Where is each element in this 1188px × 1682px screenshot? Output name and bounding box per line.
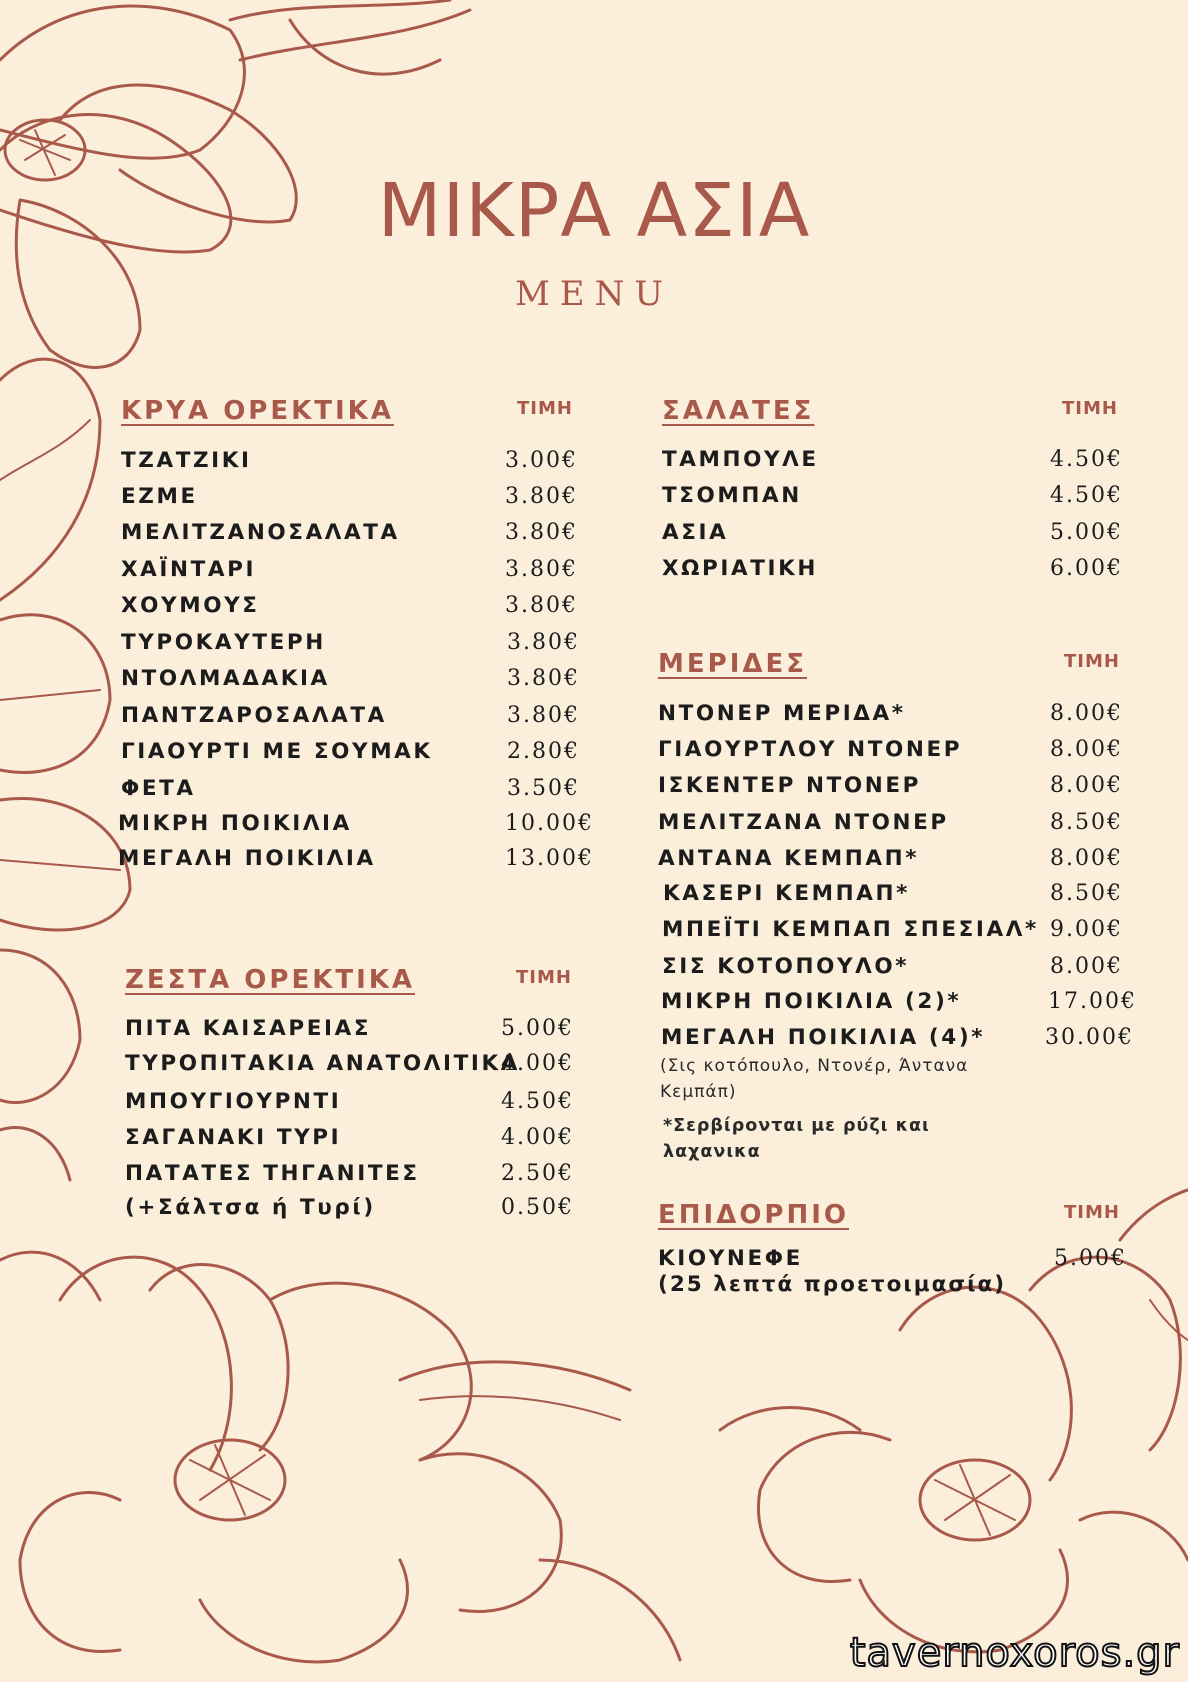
item-name: ΤΖΑΤΖΙΚΙ: [121, 448, 252, 473]
item-name: ΤΑΜΠΟΥΛΕ: [662, 447, 819, 472]
item-price: 3.80€: [507, 630, 580, 655]
item-name: ΜΙΚΡΗ ΠΟΙΚΙΛΙΑ (2)*: [661, 989, 962, 1014]
item-name: ΝΤΟΝΕΡ ΜΕΡΙΔΑ*: [658, 701, 906, 726]
item-price: 8.00€: [1050, 773, 1123, 798]
salads-section: [662, 396, 1142, 596]
item-name: ΤΥΡΟΚΑΥΤΕΡΗ: [121, 630, 326, 655]
item-price: 5.00€: [1050, 520, 1123, 545]
price-heading: ΤΙΜΗ: [1064, 651, 1120, 672]
watermark: tavernoxoros.gr: [849, 1630, 1180, 1676]
served-note: [663, 1113, 930, 1165]
item-name: ΜΕΛΙΤΖΑΝΑ ΝΤΟΝΕΡ: [658, 810, 949, 835]
item-name: ΤΥΡΟΠΙΤΑΚΙΑ ΑΝΑΤΟΛΙΤΙΚΑ: [125, 1051, 520, 1076]
portions-section: [658, 649, 1158, 1169]
hot-appetizers-section: [125, 965, 615, 1225]
item-name: ΠΑΤΑΤΕΣ ΤΗΓΑΝΙΤΕΣ: [125, 1161, 420, 1186]
item-name: ΜΕΓΑΛΗ ΠΟΙΚΙΛΙΑ: [118, 846, 376, 871]
item-price: 2.50€: [501, 1161, 574, 1186]
item-name: ΜΠΕΪΤΙ ΚΕΜΠΑΠ ΣΠΕΣΙΑΛ*: [662, 917, 1039, 942]
item-name: ΚΑΣΕΡΙ ΚΕΜΠΑΠ*: [663, 881, 910, 906]
item-price: 8.00€: [1050, 737, 1123, 762]
section-heading: ΚΡΥΑ ΟΡΕΚΤΙΚΑ: [121, 396, 394, 426]
item-name: ΣΑΓΑΝΑΚΙ ΤΥΡΙ: [125, 1125, 342, 1150]
item-name: ΠΙΤΑ ΚΑΙΣΑΡΕΙΑΣ: [125, 1016, 372, 1041]
item-name: ΦΕΤΑ: [121, 776, 196, 801]
item-name: ΜΕΛΙΤΖΑΝΟΣΑΛΑΤΑ: [121, 520, 400, 545]
price-heading: ΤΙΜΗ: [516, 967, 572, 988]
item-price: 10.00€: [505, 811, 594, 836]
item-price: 5.00€: [501, 1016, 574, 1041]
item-price: 4.50€: [1050, 483, 1123, 508]
cold-appetizers-section: [118, 396, 611, 876]
item-name: ΑΝΤΑΝΑ ΚΕΜΠΑΠ*: [658, 846, 920, 871]
variety-note-line: Κεμπάπ): [660, 1082, 737, 1102]
item-price: 17.00€: [1048, 989, 1137, 1014]
item-price: 8.00€: [1050, 846, 1123, 871]
item-price: 5.00€: [1054, 1246, 1127, 1271]
menu-subtitle: MENU: [514, 274, 674, 314]
item-name: (+Σάλτσα ή Τυρί): [125, 1195, 376, 1220]
item-name: ΑΣΙΑ: [662, 520, 729, 545]
item-name: ΕΖΜΕ: [121, 484, 198, 509]
price-heading: ΤΙΜΗ: [517, 398, 573, 419]
item-price: 4.00€: [501, 1125, 574, 1150]
variety-note-line: (Σις κοτόπουλο, Ντονέρ, Άντανα: [660, 1056, 969, 1076]
item-price: 3.80€: [505, 557, 578, 582]
item-name: ΧΩΡΙΑΤΙΚΗ: [662, 556, 818, 581]
item-price: 13.00€: [505, 846, 594, 871]
item-price: 3.00€: [505, 448, 578, 473]
variety-note: [660, 1053, 968, 1105]
item-price: 3.80€: [507, 703, 580, 728]
item-name: ΧΑΪΝΤΑΡΙ: [121, 557, 257, 582]
item-name: ΣΙΣ ΚΟΤΟΠΟΥΛΟ*: [662, 954, 910, 979]
item-price: 8.00€: [1050, 701, 1123, 726]
dessert-section: [658, 1200, 1158, 1310]
item-price: 2.80€: [507, 739, 580, 764]
section-heading: ΜΕΡΙΔΕΣ: [658, 649, 808, 679]
item-price: 30.00€: [1045, 1025, 1134, 1050]
item-name: ΙΣΚΕΝΤΕΡ ΝΤΟΝΕΡ: [658, 773, 921, 798]
section-heading: ΣΑΛΑΤΕΣ: [662, 396, 815, 426]
price-heading: ΤΙΜΗ: [1064, 1202, 1120, 1223]
item-price: 6.00€: [1050, 556, 1123, 581]
item-name: ΓΙΑΟΥΡΤΙ ΜΕ ΣΟΥΜΑΚ: [121, 739, 433, 764]
item-name: ΤΣΟΜΠΑΝ: [662, 483, 802, 508]
item-price: 8.00€: [1050, 954, 1123, 979]
item-name: ΓΙΑΟΥΡΤΛΟΥ ΝΤΟΝΕΡ: [658, 737, 963, 762]
item-name: ΜΙΚΡΗ ΠΟΙΚΙΛΙΑ: [118, 811, 352, 836]
item-price: 3.80€: [505, 520, 578, 545]
item-name: ΚΙΟΥΝΕΦΕ: [658, 1246, 803, 1271]
price-heading: ΤΙΜΗ: [1062, 398, 1118, 419]
item-price: 8.50€: [1050, 810, 1123, 835]
item-price: 3.80€: [505, 593, 578, 618]
item-price: 3.80€: [507, 666, 580, 691]
item-name: ΧΟΥΜΟΥΣ: [121, 593, 260, 618]
item-price: 4.00€: [501, 1051, 574, 1076]
item-price: 8.50€: [1050, 881, 1123, 906]
item-name: ΠΑΝΤΖΑΡΟΣΑΛΑΤΑ: [121, 703, 387, 728]
item-price: 0.50€: [501, 1195, 574, 1220]
restaurant-title: ΜΙΚΡΑ ΑΣΙΑ: [377, 168, 811, 254]
item-price: 4.50€: [501, 1089, 574, 1114]
item-note: (25 λεπτά προετοιμασία): [658, 1272, 1007, 1297]
item-name: ΜΕΓΑΛΗ ΠΟΙΚΙΛΙΑ (4)*: [661, 1025, 986, 1050]
item-price: 4.50€: [1050, 447, 1123, 472]
bottom-left-flower: [0, 1252, 680, 1662]
served-note-line: λαχανικα: [663, 1142, 761, 1162]
item-price: 3.50€: [507, 776, 580, 801]
section-heading: ΕΠΙΔΟΡΠΙΟ: [658, 1200, 850, 1230]
section-heading: ΖΕΣΤΑ ΟΡΕΚΤΙΚΑ: [125, 965, 416, 995]
item-price: 3.80€: [505, 484, 578, 509]
item-name: ΜΠΟΥΓΙΟΥΡΝΤΙ: [125, 1089, 342, 1114]
served-note-line: *Σερβίρονται με ρύζι και: [663, 1116, 930, 1136]
item-price: 9.00€: [1050, 917, 1123, 942]
item-name: ΝΤΟΛΜΑΔΑΚΙΑ: [121, 666, 330, 691]
